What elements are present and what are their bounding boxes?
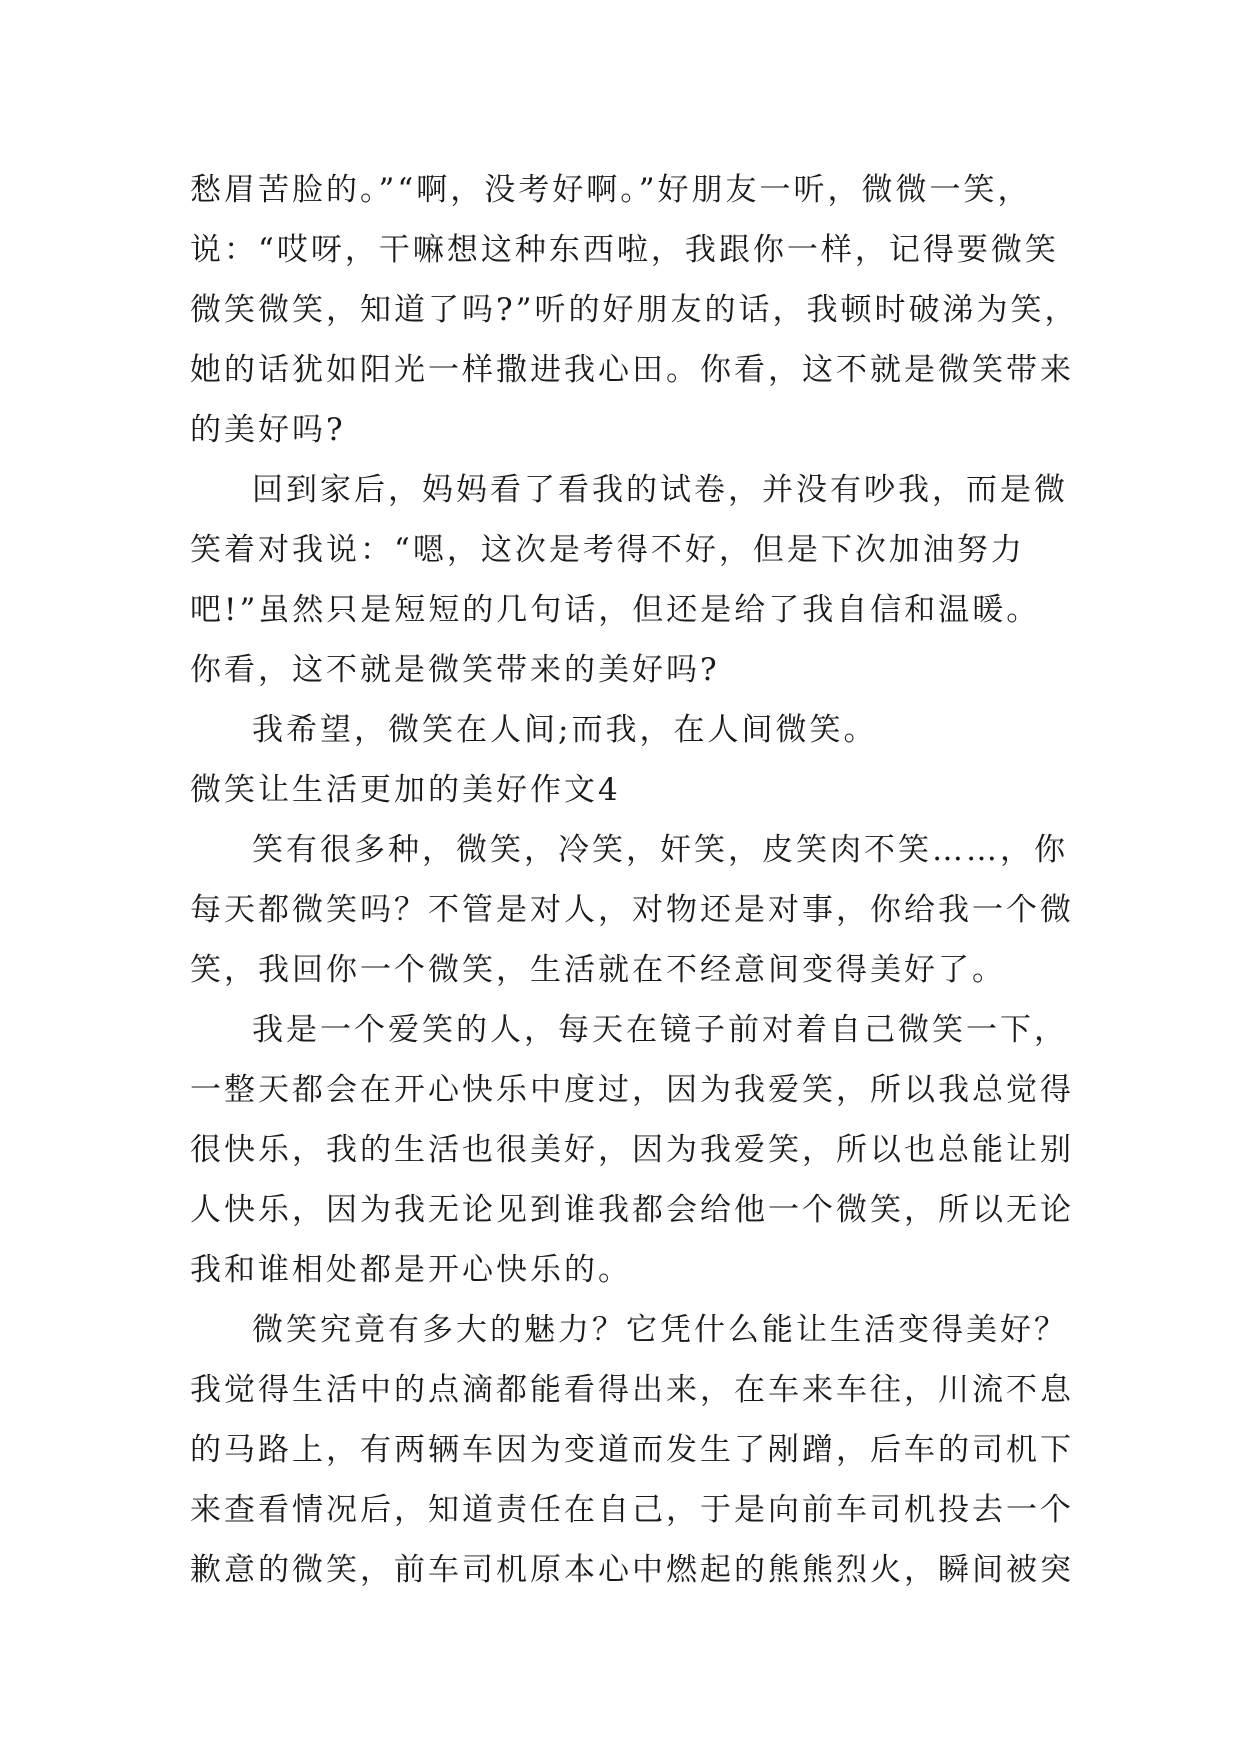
paragraph-line: 微笑究竟有多大的魅力？它凭什么能让生活变得美好？ [252,1312,1068,1348]
paragraph-line: 的马路上，有两辆车因为变道而发生了剐蹭，后车的司机下 [190,1432,1074,1468]
paragraph-line: 人快乐，因为我无论见到谁我都会给他一个微笑，所以无论 [190,1192,1074,1228]
paragraph-line: 说：“哎呀，干嘛想这种东西啦，我跟你一样，记得要微笑 [190,232,1059,268]
paragraph-line: 很快乐，我的生活也很美好，因为我爱笑，所以也总能让别 [190,1132,1074,1168]
paragraph-line: 笑有很多种，微笑，冷笑，奸笑，皮笑肉不笑……，你 [252,832,1068,868]
paragraph-line: 笑着对我说：“嗯，这次是考得不好，但是下次加油努力 [190,532,1025,568]
paragraph-line: 我是一个爱笑的人，每天在镜子前对着自己微笑一下， [252,1012,1068,1048]
section-heading: 微笑让生活更加的美好作文4 [190,772,621,808]
paragraph-line: 回到家后，妈妈看了看我的试卷，并没有吵我，而是微 [252,472,1068,508]
paragraph-line: 我觉得生活中的点滴都能看得出来，在车来车往，川流不息 [190,1372,1074,1408]
paragraph-line: 歉意的微笑，前车司机原本心中燃起的熊熊烈火，瞬间被突 [190,1552,1074,1588]
paragraph-line: 来查看情况后，知道责任在自己，于是向前车司机投去一个 [190,1492,1074,1528]
paragraph-line: 微笑微笑，知道了吗?”听的好朋友的话，我顿时破涕为笑， [190,292,1079,328]
paragraph-line: 吧!”虽然只是短短的几句话，但还是给了我自信和温暖。 [190,592,1041,628]
paragraph-line: 你看，这不就是微笑带来的美好吗? [190,652,720,688]
paragraph-line: 我和谁相处都是开心快乐的。 [190,1252,632,1288]
paragraph-line: 笑，我回你一个微笑，生活就在不经意间变得美好了。 [190,952,1006,988]
paragraph-line: 的美好吗? [190,412,346,448]
paragraph-line: 她的话犹如阳光一样撒进我心田。你看，这不就是微笑带来 [190,352,1074,388]
paragraph-line: 我希望，微笑在人间;而我，在人间微笑。 [252,712,878,748]
paragraph-line: 每天都微笑吗？不管是对人，对物还是对事，你给我一个微 [190,892,1074,928]
paragraph-line: 愁眉苦脸的。”“啊，没考好啊。”好朋友一听，微微一笑， [190,172,1032,208]
paragraph-line: 一整天都会在开心快乐中度过，因为我爱笑，所以我总觉得 [190,1072,1074,1108]
